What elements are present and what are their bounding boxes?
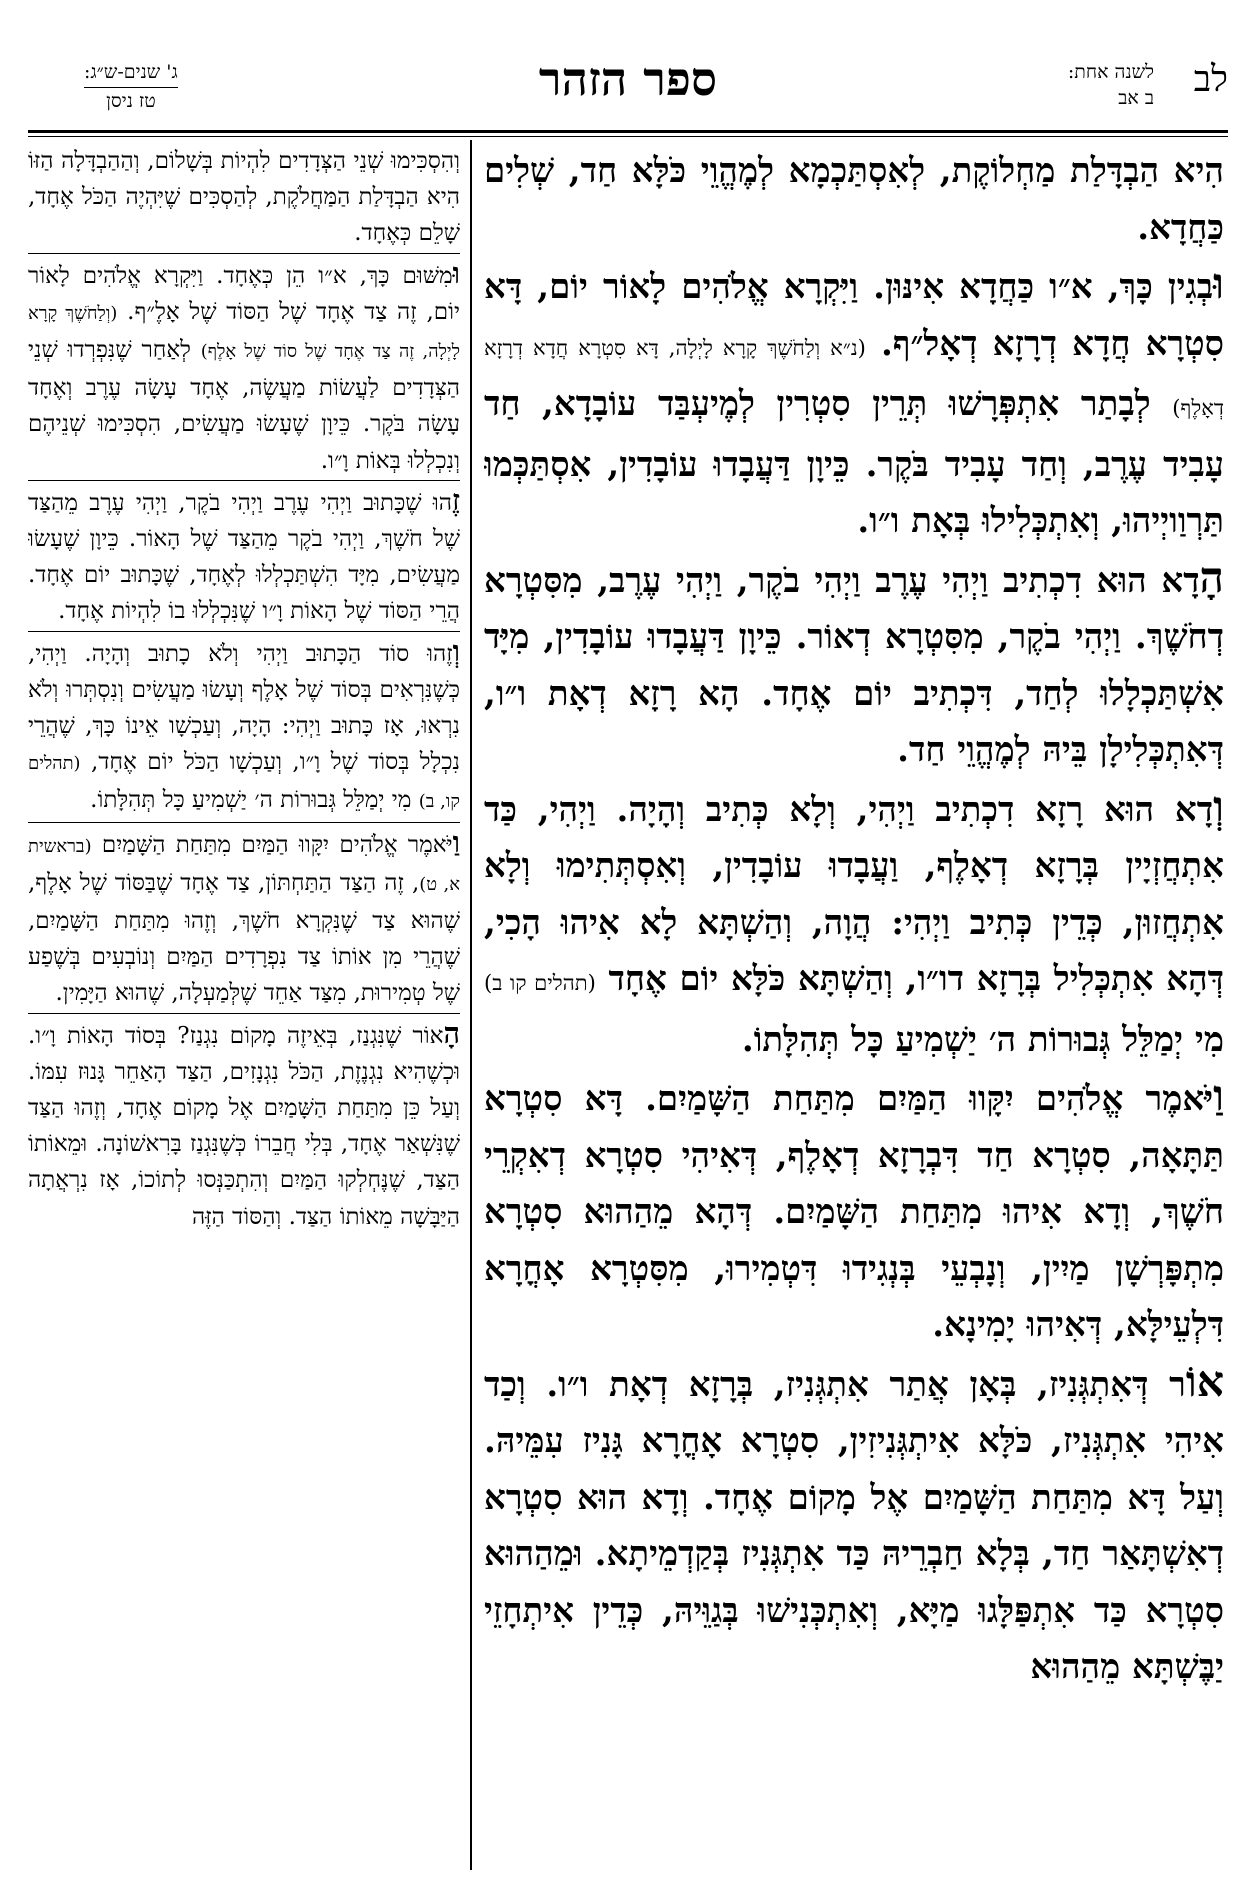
scripture-citation: (תהלים קו, ב) [28, 753, 460, 813]
paragraph-text-continued: מִי יְמַלֵּל גְּבוּרוֹת ה׳ יַשְׁמִיעַ כָּל תְּהִלָּתוֹ. [741, 1019, 1224, 1060]
main-paragraph [484, 1354, 1224, 1696]
translation-paragraph [28, 255, 460, 481]
paragraph-lead-letter: הָ [1199, 552, 1224, 603]
paragraph-lead-letter: וְ [452, 633, 460, 668]
main-paragraph [484, 256, 1224, 550]
paragraph-text-continued: לְבָתַר אִתְפְּרָשׁוּ תְּרֵין סִטְרִין לְמֶיעְבַּד עוֹבָדָא, חַד עָבִיד עֶרֶב, וְחַד עָבִיד בֹּקֶר. כֵּיוָן דַּעֲבָדוּ עוֹבָדִין, אִסְתַּכְּמוּ תַּרְוַויְיהוּ, וְאִתְכְּלִילוּ בְּאָת ו״ו. [484, 384, 1224, 541]
translation-paragraph [28, 1015, 460, 1236]
main-paragraph [484, 550, 1224, 779]
book-title: ספר הזהר [538, 52, 718, 106]
paragraph-text: יֹּאמֶר אֱלֹהִים יִקָּווּ הַמַּיִם מִתַּחַת הַשָּׁמַיִם. דָּא סִטְרָא תַּתָּאָה, סִטְרָא חַד דִּבְרָזָא דְאָלֶף, דְּאִיהִי סִטְרָא דְאִקְרֵי חֹשֶׁךְ, וְדָא אִיהוּ מִתַּחַת הַשָּׁמַיִם. דְּהָא מֵהַהוּא סִטְרָא מִתְפָּרְשָׁן מַיִין, וְנָבְעֵי בְּנְגִידוּ דִּטְמִירוּ, מִסִּטְרָא אָחֳרָא דִּלְעֵילָּא, דְּאִיהוּ יָמִינָא. [484, 1079, 1224, 1345]
paragraph-text-continued: לְאַחַר שֶׁנִּפְרְדוּ שְׁנֵי הַצְּדָדִים לַעֲשׂוֹת מַעֲשֶׂה, אֶחָד עָשָׂה עֶרֶב וְאֶחָד עָשָׂה בֹּקֶר. כֵּיוָן שֶׁעָשׂוּ מַעֲשִׂים, הִסְכִּימוּ שְׁנֵיהֶם וְנִכְלְלוּ בְּאוֹת וָ״ו. [28, 337, 460, 474]
paragraph-lead-letter: וְ [1213, 781, 1224, 832]
page-number: לב [1193, 59, 1228, 100]
translation-paragraph [28, 824, 460, 1014]
reading-schedule-left [84, 60, 178, 114]
scripture-citation: (בראשית א, ט) [28, 835, 460, 895]
paragraph-text: מִשּׁוּם כָּךְ, א״ו הֵן כְּאֶחָד. וַיִּקְרָא אֱלֹהִים לָאוֹר יוֹם, זֶה צַד אֶחָד שֶׁל הַסּוֹד שֶׁל אָלֶ״ף. [28, 262, 460, 325]
translation-column [28, 140, 460, 1880]
paragraph-lead-letter: הָ [443, 1015, 460, 1050]
page-header [28, 54, 1228, 132]
schedule-divider [84, 87, 178, 88]
main-paragraph [484, 1068, 1224, 1354]
paragraph-text: דָא הוּא דִכְתִיב וַיְהִי עֶרֶב וַיְהִי בֹקֶר, וַיְהִי עֶרֶב, מִסִּטְרָא דְחֹשֶׁךְ. וַיְהִי בֹקֶר, מִסִּטְרָא דְאוֹר. כֵּיוָן דַּעֲבָדוּ עוֹבָדִין, מִיָּד אִשְׁתַּכְלָלוּ לְחַד, דִּכְתִיב יוֹם אֶחָד. הָא רָזָא דְאָת ו״ו, דְּאִתְכְּלִילָן בֵּיהּ לְמֶהֱוֵי חַד. [484, 560, 1224, 770]
paragraph-lead-letter: וּ [1213, 259, 1224, 309]
paragraph-lead-letter: וַ [1213, 1071, 1224, 1121]
scripture-citation: (תהלים קו ב) [484, 970, 596, 995]
paragraph-text: ר דְּאִתְגְּנִיז, בְּאָן אֲתַר אִתְגְּנִיז, בְּרָזָא דְאָת ו״ו. וְכַד אִיהִי אִתְגְּנִיז, כֹּלָּא אִיתְגְּנִיזִין, סִטְרָא אָחֳרָא גָּנִיז עִמֵּיהּ. וְעַל דָּא מִתַּחַת הַשָּׁמַיִם אֶל מָקוֹם אֶחָד. וְדָא הוּא סִטְרָא דְאִשְׁתָּאַר חַד, בְּלָא חַבְרֵיהּ כַּד אִתְגְּנִיז בְּקַדְמֵיתָא. וּמֵהַהוּא סִטְרָא כַּד אִתְפַּלָּגוּ מַיָּא, וְאִתְכְּנִישׁוּ בְּגַוֵּיהּ, כְּדֵין אִיתְחָזֵי יַבֶּשְׁתָּא מֵהַהוּא [484, 1364, 1224, 1687]
alternate-reading-note: (נ״א וְלַחֹשֶׁךְ קָרָא לָיְלָה, דָּא סִטְרָא חֲדָא דְרָזָא דְאָלֶף) [484, 334, 1224, 420]
schedule-three-year-label: ג' שנים-ש״ג: [84, 61, 178, 83]
paragraph-text: זֶהוּ סוֹד הַכָּתוּב וַיְהִי וְלֹא כָתוּב וְהָיָה. וַיְהִי, כְּשֶׁנִּרְאִים בְּסוֹד שֶׁל אָלֶף וְעָשׂוּ מַעֲשִׂים וְנִסְתְּרוּ וְלֹא נִרְאוּ, אָז כָּתוּב וַיְהִי: הָיָה, וְעַכְשָׁו אֵינוֹ כָּךְ, שֶׁהֲרֵי נִכְלָל בְּסוֹד שֶׁל וָ״ו, וְעַכְשָׁו הַכֹּל יוֹם אֶחָד, [28, 640, 460, 776]
alternate-reading-note: (וְלַחֹשֶׁךְ קָרָא לָיְלָה, זֶה צַד אֶחָד שֶׁל סוֹד שֶׁל אָלֶף) [28, 302, 460, 363]
main-paragraph [484, 140, 1224, 256]
column-divider [470, 140, 472, 1870]
paragraph-lead-letter: אוֹ [1185, 1356, 1224, 1407]
header-rule-thin [28, 136, 1228, 137]
schedule-three-year-date: טז ניסן [106, 89, 156, 112]
paragraph-text: יֹּאמֶר אֱלֹהִים יִקָּווּ הַמַּיִם מִתַּחַת הַשָּׁמַיִם [101, 831, 453, 858]
paragraph-lead-letter: וּ [452, 255, 460, 290]
translation-paragraph [28, 482, 460, 632]
paragraph-lead-letter: זֶ [451, 482, 460, 517]
paragraph-lead-letter: וַ [452, 824, 460, 859]
paragraph-text: בְגִין כָּךְ, א״ו כַּחֲדָא אִינּוּן. וַיִּקְרָא אֱלֹהִים לָאוֹר יוֹם, דָּא סִטְרָא חֲדָא דְרָזָא דְאָל״ף. [484, 267, 1224, 364]
paragraph-text-continued: , זֶה הַצַּד הַתַּחְתּוֹן, צַד אֶחָד שֶׁבַּסּוֹד שֶׁל אָלֶף, שֶׁהוּא צַד שֶׁנִּקְרָא חֹשֶׁךְ, וְזֶהוּ מִתַּחַת הַשָּׁמַיִם, שֶׁהֲרֵי מִן אוֹתוֹ צַד נִפְרָדִים הַמַּיִם וְנוֹבְעִים בְּשֶׁפַע שֶׁל טְמִירוּת, מִצַּד אַחֵד שֶׁלְּמַעְלָה, שֶׁהוּא הַיָּמִין. [28, 869, 460, 1007]
header-rule [28, 130, 1228, 133]
paragraph-text-continued: מִי יְמַלֵּל גְּבוּרוֹת ה׳ יַשְׁמִיעַ כָּל תְּהִלָּתוֹ. [90, 787, 412, 814]
paragraph-text: אוֹר שֶׁנִּגְנַז, בְּאֵיזֶה מָקוֹם נִגְנַז? בְּסוֹד הָאוֹת וָ״ו. וּכְשֶׁהִיא נִגְנֶזֶת, הַכֹּל נִגְנָזִים, הַצַּד הָאַחֵר גָּנוּז עִמּוֹ. וְעַל כֵּן מִתַּחַת הַשָּׁמַיִם אֶל מָקוֹם אֶחָד, וְזֶהוּ הַצַּד שֶׁנִּשְׁאַר אֶחָד, בְּלִי חֲבֵרוֹ כְּשֶׁנִּגְנַז בָּרִאשׁוֹנָה. וּמֵאוֹתוֹ הַצַּד, שֶׁנֶּחְלְקוּ הַמַּיִם וְהִתְכַּנְּסוּ לְתוֹכוֹ, אָז נִרְאֲתָה הַיַּבָּשָׁה מֵאוֹתוֹ הַצַּד. וְהַסּוֹד הַזֶּה [28, 1022, 460, 1230]
paragraph-text: הוּ שֶׁכָּתוּב וַיְהִי עֶרֶב וַיְהִי בֹקֶר, וַיְהִי עֶרֶב מֵהַצַּד שֶׁל חֹשֶׁךְ, וַיְהִי בֹקֶר מֵהַצַּד שֶׁל הָאוֹר. כֵּיוָן שֶׁעָשׂוּ מַעֲשִׂים, מִיָּד הִשְׁתַּכְלְלוּ לְאֶחָד, שֶׁכָּתוּב יוֹם אֶחָד. הֲרֵי הַסּוֹד שֶׁל הָאוֹת וָ״ו שֶׁנִּכְלְלוּ בוֹ לִהְיוֹת אֶחָד. [28, 489, 460, 625]
main-text-column [484, 140, 1224, 1880]
schedule-one-year-date: ב אב [1118, 86, 1154, 109]
paragraph-text: וְהִסְכִּימוּ שְׁנֵי הַצְּדָדִים לִהְיוֹת בְּשָׁלוֹם, וְהַהַבְדָּלָה הַזּוֹ הִיא הַבְדָּלַת הַמַּחֲלֹקֶת, לְהַסְכִּים שֶׁיִּהְיֶה הַכֹּל אֶחָד, שָׁלֵם כְּאֶחָד. [28, 148, 460, 247]
schedule-one-year-label: לשנה אחת: [1067, 61, 1154, 83]
translation-paragraph [28, 633, 460, 823]
paragraph-text: דָא הוּא רָזָא דִכְתִיב וַיְהִי, וְלָא כְּתִיב וְהָיָה. וַיְהִי, כַּד אִתְחֲזְיָין בְּרָזָא דְאָלֶף, וַעֲבָדוּ עוֹבָדִין, וְאִסְתְּתִימוּ וְלָא אִתְחֲזוּן, כְּדֵין כְּתִיב וַיְהִי: הֲוָה, וְהַשְׁתָּא לָא אִיהוּ הָכִי, דְּהָא אִתְכְּלִיל בְּרָזָא דו״ו, וְהַשְׁתָּא כֹּלָּא יוֹם אֶחָד [484, 789, 1224, 999]
main-paragraph [484, 779, 1224, 1069]
translation-paragraph [28, 140, 460, 254]
paragraph-text: הִיא הַבְדָּלַת מַחְלוֹקֶת, לְאִסְתַּכְמָא לְמֶהֱוֵי כֹּלָּא חַד, שְׁלִים כַּחֲדָא. [484, 151, 1224, 248]
